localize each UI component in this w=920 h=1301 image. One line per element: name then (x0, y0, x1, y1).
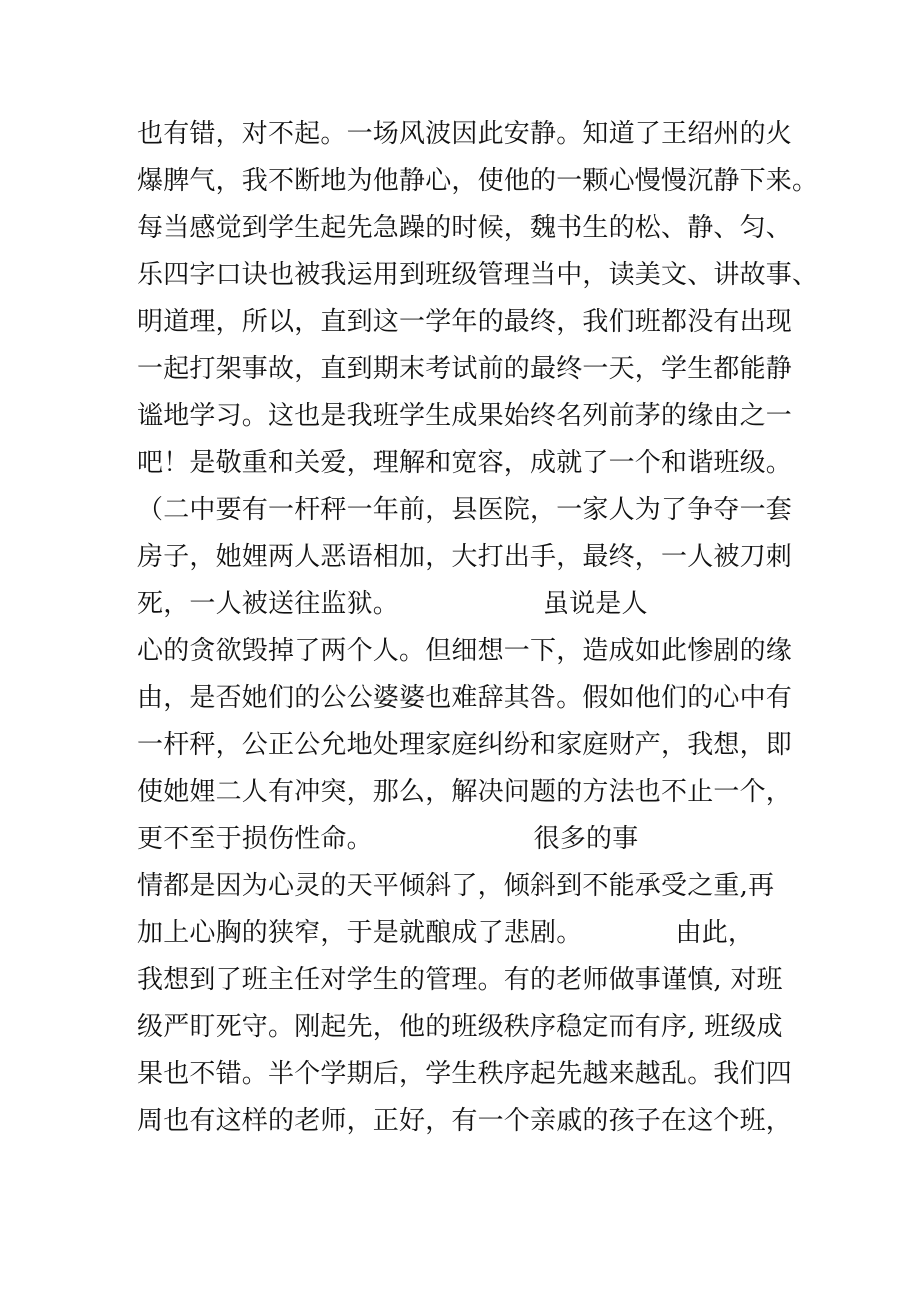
text-line: 由，是否她们的公公婆婆也难辞其咎。假如他们的心中有 (137, 683, 793, 713)
text-line: 一杆秤，公正公允地处理家庭纠纷和家庭财产，我想，即 (137, 730, 793, 760)
text-line: 果也不错。半个学期后，学生秩序起先越来越乱。我们四 (137, 1059, 793, 1089)
text-line: 明道理，所以，直到这一学年的最终，我们班都没有出现 (137, 307, 793, 337)
text-line: 级严盯死守。刚起先，他的班级秩序稳定而有序, 班级成 (137, 1012, 783, 1042)
text-line: 心的贪欲毁掉了两个人。但细想一下，造成如此惨剧的缘 (137, 636, 793, 666)
text-line: 周也有这样的老师，正好，有一个亲戚的孩子在这个班， (137, 1106, 793, 1136)
body-text (137, 111, 817, 1145)
text-line: 情都是因为心灵的天平倾斜了，倾斜到不能承受之重,再 (137, 871, 775, 901)
text-line: 死，一人被送往监狱。 虽说是人 (137, 589, 648, 619)
text-line: 一起打架事故，直到期末考试前的最终一天，学生都能静 (137, 354, 793, 384)
text-line: 也有错，对不起。一场风波因此安静。知道了王绍州的火 (137, 119, 793, 149)
text-line: 谧地学习。这也是我班学生成果始终名列前茅的缘由之一 (137, 401, 793, 431)
text-line: 房子，她娌两人恶语相加，大打出手，最终，一人被刀刺 (137, 542, 793, 572)
text-line: 使她娌二人有冲突，那么，解决问题的方法也不止一个， (137, 777, 793, 807)
text-line: 更不至于损伤性命。 很多的事 (137, 824, 639, 854)
text-line: 每当感觉到学生起先急躁的时候，魏书生的松、静、匀、 (137, 213, 793, 243)
text-line: 吧！是敬重和关爱，理解和宽容，成就了一个和谐班级。 (137, 448, 793, 478)
text-line: 我想到了班主任对学生的管理。有的老师做事谨慎, 对班 (137, 965, 783, 995)
text-line: 爆脾气，我不断地为他静心，使他的一颗心慢慢沉静下来。 (137, 166, 819, 196)
text-line: 加上心胸的狭窄，于是就酿成了悲剧。 由此， (137, 918, 755, 948)
text-line: 乐四字口诀也被我运用到班级管理当中，读美文、讲故事、 (137, 260, 819, 290)
text-line: （二中要有一杆秤一年前，县医院，一家人为了争夺一套 (137, 495, 793, 525)
